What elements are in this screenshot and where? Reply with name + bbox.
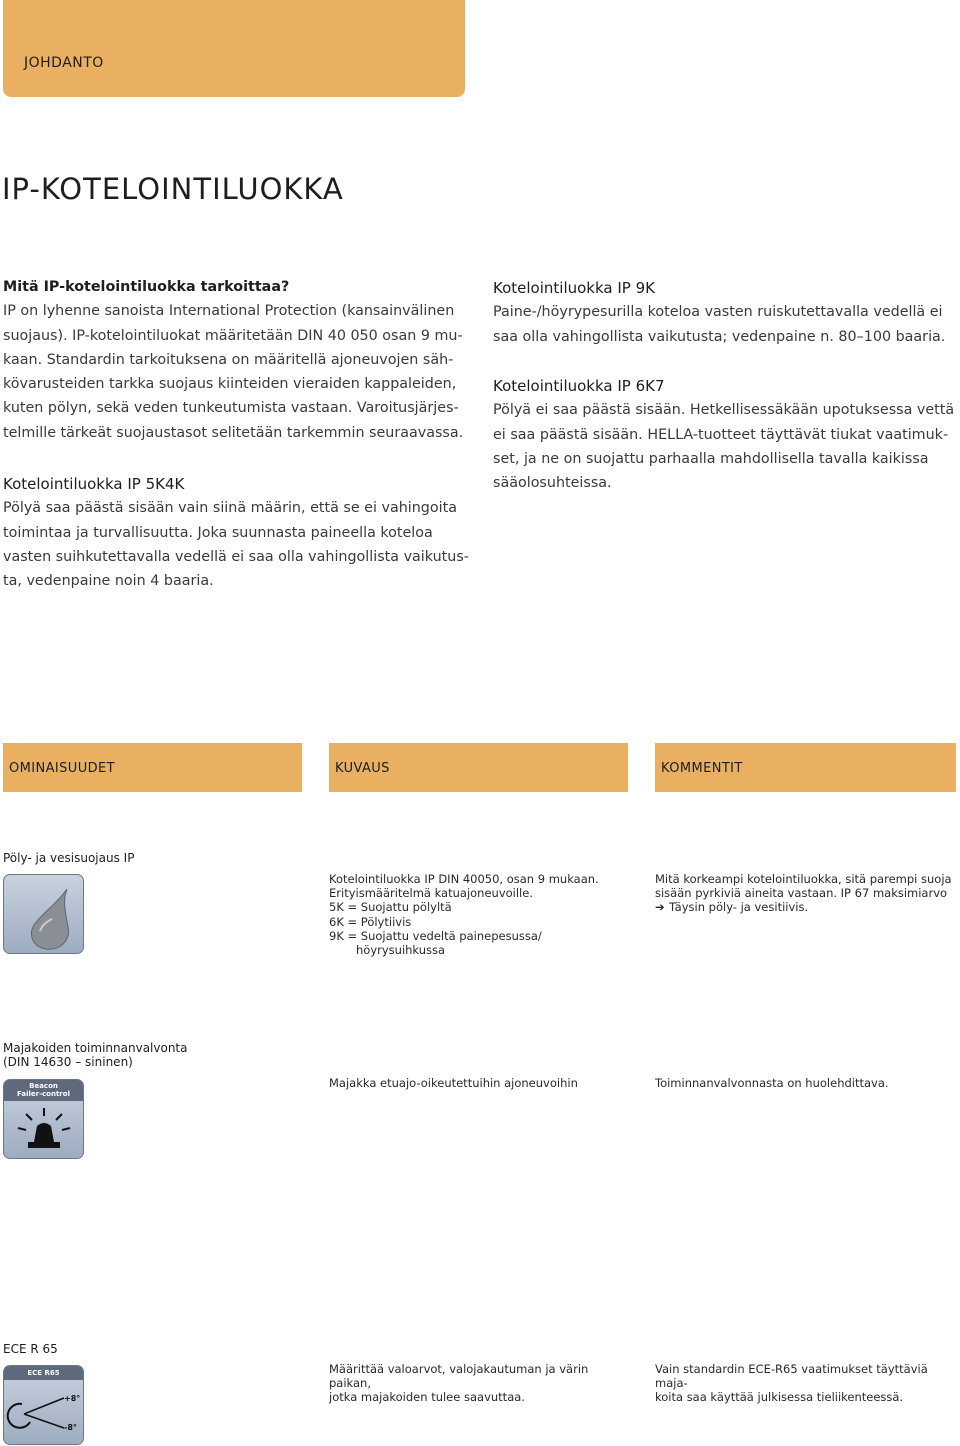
description-line: Erityismääritelmä katuajoneuvoille.: [329, 886, 533, 901]
icon-caption-line: Failer-control: [17, 1090, 70, 1098]
row-comment: [655, 1362, 955, 1405]
feature-line: Majakoiden toiminnanvalvonta: [3, 1041, 188, 1055]
intro-line: kuten pölyn, sekä veden tunkeutumista vastaan. Varoitusjärjes-: [3, 400, 459, 417]
ip6k7-section: [493, 374, 955, 495]
row-comment: [655, 872, 955, 915]
table-header-features: [3, 743, 302, 792]
description-line: Kotelointiluokka IP DIN 40050, osan 9 mukaan.: [329, 872, 599, 886]
ip6k7-heading: Kotelointiluokka IP 6K7: [493, 377, 665, 395]
comment-line: Täysin pöly- ja vesitiivis.: [669, 900, 809, 915]
ip5k4k-heading: Kotelointiluokka IP 5K4K: [3, 475, 185, 493]
intro-line: kaan. Standardin tarkoituksena on määritellä ajoneuvojen säh-: [3, 351, 454, 368]
description-line: 6K = Pölytiivis: [329, 914, 412, 929]
description-line: Määrittää valoarvot, valojakautuman ja värin paikan,: [329, 1362, 589, 1391]
comment-line: koita saa käyttää julkisessa tieliikenteessä.: [655, 1390, 904, 1405]
feature-line: (DIN 14630 – sininen): [3, 1055, 133, 1069]
comment-line: Mitä korkeampi kotelointiluokka, sitä parempi suoja: [655, 872, 952, 886]
intro-section: [3, 275, 475, 445]
description-line: jotka majakoiden tulee saavuttaa.: [329, 1390, 525, 1405]
table-header-label: OMINAISUUDET: [9, 761, 115, 776]
section-header-tab: [3, 0, 465, 97]
row-description: Majakka etuajo-oikeutettuihin ajoneuvoihin: [329, 1076, 578, 1090]
intro-line: telmille tärkeät suojaustasot selitetään tarkemmin seuraavassa.: [3, 424, 464, 441]
row-feature-label: [3, 1041, 303, 1069]
ip9k-heading: Kotelointiluokka IP 9K: [493, 279, 655, 297]
description-line: 9K = Suojattu vedeltä painepesussa/: [329, 928, 542, 943]
page-title: IP-KOTELOINTILUOKKA: [2, 172, 344, 206]
ip6k7-line: ei saa päästä sisään. HELLA-tuotteet täyttävät tiukat vaatimuk-: [493, 426, 949, 443]
table-header-comments: [655, 743, 956, 792]
row-comment: Toiminnanvalvonnasta on huolehdittava.: [655, 1076, 889, 1090]
comment-line: Vain standardin ECE-R65 vaatimukset täyttäviä maja-: [655, 1362, 928, 1391]
intro-line: suojaus). IP-kotelointiluokat määritetään DIN 40 050 osan 9 mu-: [3, 327, 463, 344]
angle-label-up: +8°: [64, 1394, 81, 1403]
ip5k4k-line: Pölyä saa päästä sisään vain siinä määrin, että se ei vahingoita: [3, 500, 457, 517]
intro-line: IP on lyhenne sanoista International Protection (kansainvälinen: [3, 303, 455, 320]
beacon-light-icon: [3, 1079, 84, 1159]
ip5k4k-line: toimintaa ja turvallisuutta. Joka suunnasta paineella koteloa: [3, 524, 433, 541]
row-description: [329, 872, 629, 957]
ip6k7-line: sääolosuhteissa.: [493, 475, 612, 492]
row-feature-label: Pöly- ja vesisuojaus IP: [3, 851, 135, 865]
intro-line: kövarusteiden tarkka suojaus kiinteiden vieraiden kappaleiden,: [3, 376, 457, 393]
ip5k4k-line: ta, vedenpaine noin 4 baaria.: [3, 573, 214, 590]
table-header-label: KOMMENTIT: [661, 761, 743, 776]
section-label: JOHDANTO: [24, 55, 104, 71]
table-header-label: KUVAUS: [335, 761, 390, 776]
comment-line: sisään pyrkiviä aineita vastaan. IP 67 maksimiarvo: [655, 886, 948, 901]
ip9k-section: [493, 276, 955, 349]
row-feature-label: ECE R 65: [3, 1342, 58, 1356]
arrow-right-icon: ➔: [655, 900, 665, 915]
angle-label-down: -8°: [64, 1423, 77, 1432]
ip9k-line: saa olla vahingollista vaikutusta; vedenpaine n. 80–100 baaria.: [493, 328, 946, 345]
ip5k4k-section: [3, 472, 475, 593]
water-drop-icon: [3, 874, 84, 954]
icon-caption-line: Beacon: [29, 1082, 58, 1090]
description-line: höyrysuihkussa: [356, 943, 446, 958]
ip6k7-line: Pölyä ei saa päästä sisään. Hetkellisessäkään upotuksessa vettä: [493, 402, 955, 419]
intro-heading: Mitä IP-kotelointiluokka tarkoittaa?: [3, 279, 290, 295]
description-line: 5K = Suojattu pölyltä: [329, 900, 452, 915]
icon-caption: ECE R65: [4, 1366, 83, 1380]
ip6k7-line: set, ja ne on suojattu parhaalla mahdollisella tavalla kaikissa: [493, 450, 929, 467]
row-description: [329, 1362, 629, 1405]
table-header-description: [329, 743, 628, 792]
light-angle-icon: [3, 1365, 84, 1445]
ip5k4k-line: vasten suihkutettavalla vedellä ei saa olla vahingollista vaikutus-: [3, 548, 469, 565]
ip9k-line: Paine-/höyrypesurilla koteloa vasten ruiskutettavalla vedellä ei: [493, 304, 943, 321]
